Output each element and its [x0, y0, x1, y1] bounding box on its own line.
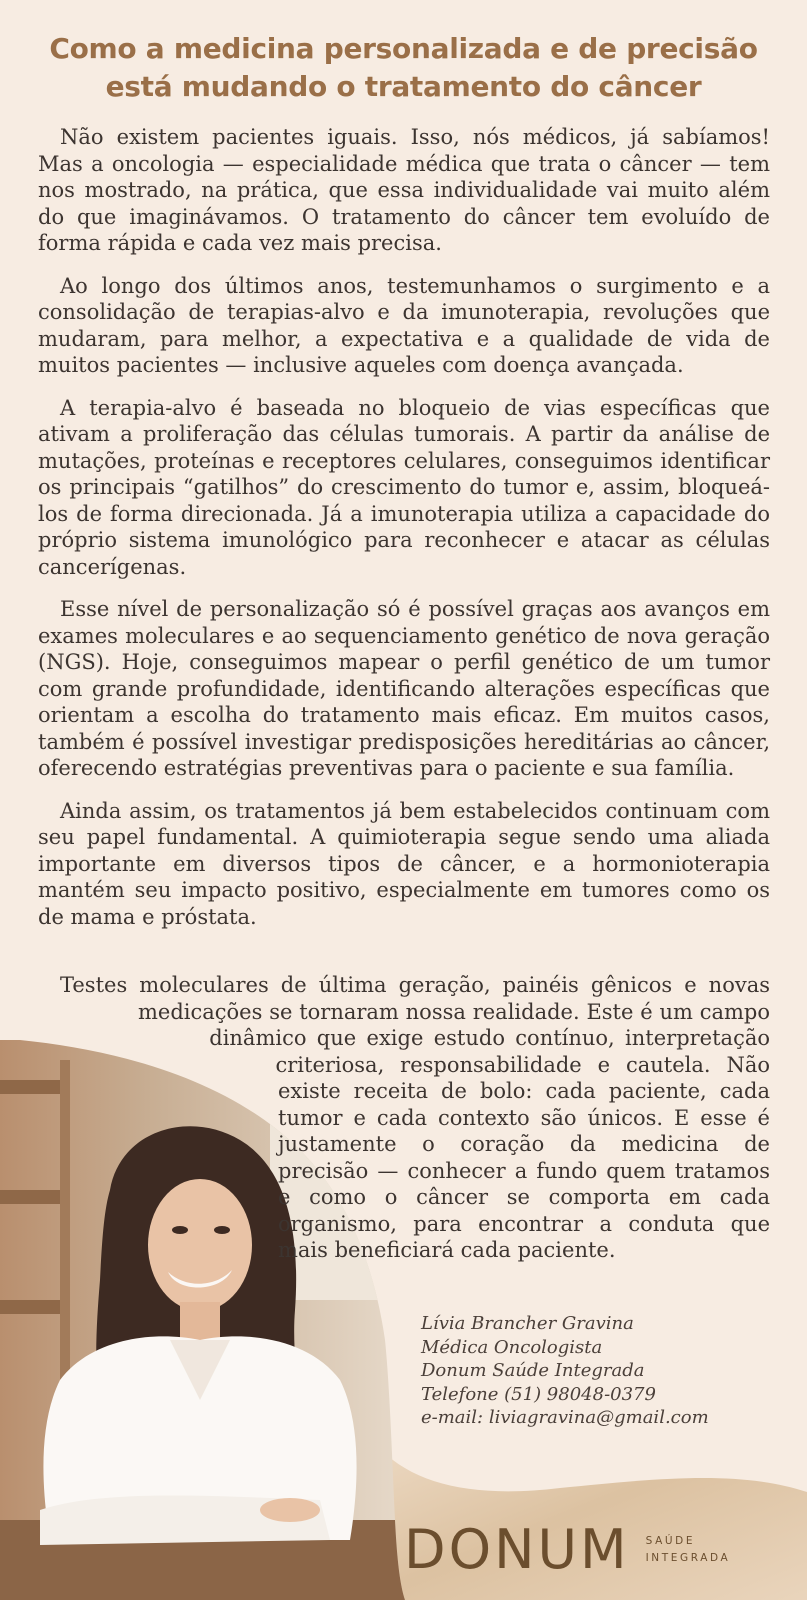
paragraph-4: Esse nível de personalização só é possível graças aos avanços em exames moleculares e ao sequenciamento genético de nova geração (NGS). Hoje, conseguimos mapear o perfil genético de um tumor com grande profundidade, identificando alterações específicas que orientam a escolha do tratamento mais eficaz. Em muitos casos, também é possível investigar predisposições hereditárias ao câncer, oferecendo estratégias preventivas para o paciente e sua família. — [38, 597, 770, 780]
logo-subtitle — [646, 1533, 731, 1567]
logo-sub-line-2: INTEGRADA — [645, 1552, 731, 1564]
article-closing — [38, 972, 770, 1289]
article-body — [38, 124, 770, 946]
title-line-2: está mudando o tratamento do câncer — [105, 70, 702, 103]
title-line-1: Como a medicina personalizada e de precisão — [49, 32, 758, 65]
logo-sub-line-1: SAÚDE — [645, 1535, 696, 1547]
author-phone: Telefone (51) 98048-0379 — [421, 1383, 656, 1405]
author-signature — [421, 1312, 709, 1430]
paragraph-5: Ainda assim, os tratamentos já bem estabelecidos continuam com seu papel fundamental. A quimioterapia segue sendo uma aliada importante em diversos tipos de câncer, e a hormonioterapia mantém seu impacto positivo, especialmente em tumores como os de mama e próstata. — [38, 798, 770, 929]
article-title — [0, 30, 807, 106]
paragraph-3: A terapia-alvo é baseada no bloqueio de vias específicas que ativam a proliferação das células tumorais. A partir da análise de mutações, proteínas e receptores celulares, conseguimos identificar os principais “gatilhos” do crescimento do tumor e, assim, bloqueá-los de forma direcionada. Já a imunoterapia utiliza a capacidade do próprio sistema imunológico para reconhecer e atacar as células cancerígenas. — [38, 395, 770, 579]
donum-logo — [404, 1520, 730, 1580]
author-clinic: Donum Saúde Integrada — [421, 1360, 645, 1381]
paragraph-1: Não existem pacientes iguais. Isso, nós médicos, já sabíamos! Mas a oncologia — especialidade médica que trata o câncer — tem nos mostrado, na prática, que essa individualidade vai muito além do que imaginávamos. O tratamento do câncer tem evoluído de forma rápida e cada vez mais precisa. — [38, 125, 770, 255]
author-role: Médica Oncologista — [421, 1336, 603, 1358]
author-email: e-mail: liviagravina@gmail.com — [421, 1407, 709, 1428]
paragraph-2: Ao longo dos últimos anos, testemunhamos o surgimento e a consolidação de terapias-alvo e da imunoterapia, revoluções que mudaram, para melhor, a expectativa e a qualidade de vida de muitos pacientes — inclusive aqueles com doença avançada. — [38, 273, 770, 377]
logo-wordmark: DONUM — [404, 1518, 630, 1581]
author-name: Lívia Brancher Gravina — [421, 1313, 634, 1334]
paragraph-6: Testes moleculares de última geração, painéis gênicos e novas medicações se tornaram nossa realidade. Este é um campo dinâmico que exige estudo contínuo, interpretação criteriosa, responsabilidade e cautela. Não existe receita de bolo: cada paciente, cada tumor e cada contexto são únicos. E esse é justamente o coração da medicina de precisão — conhecer a fundo quem tratamos e como o câncer se comporta em cada organismo, para encontrar a conduta que mais beneficiará cada paciente. — [60, 973, 770, 1262]
